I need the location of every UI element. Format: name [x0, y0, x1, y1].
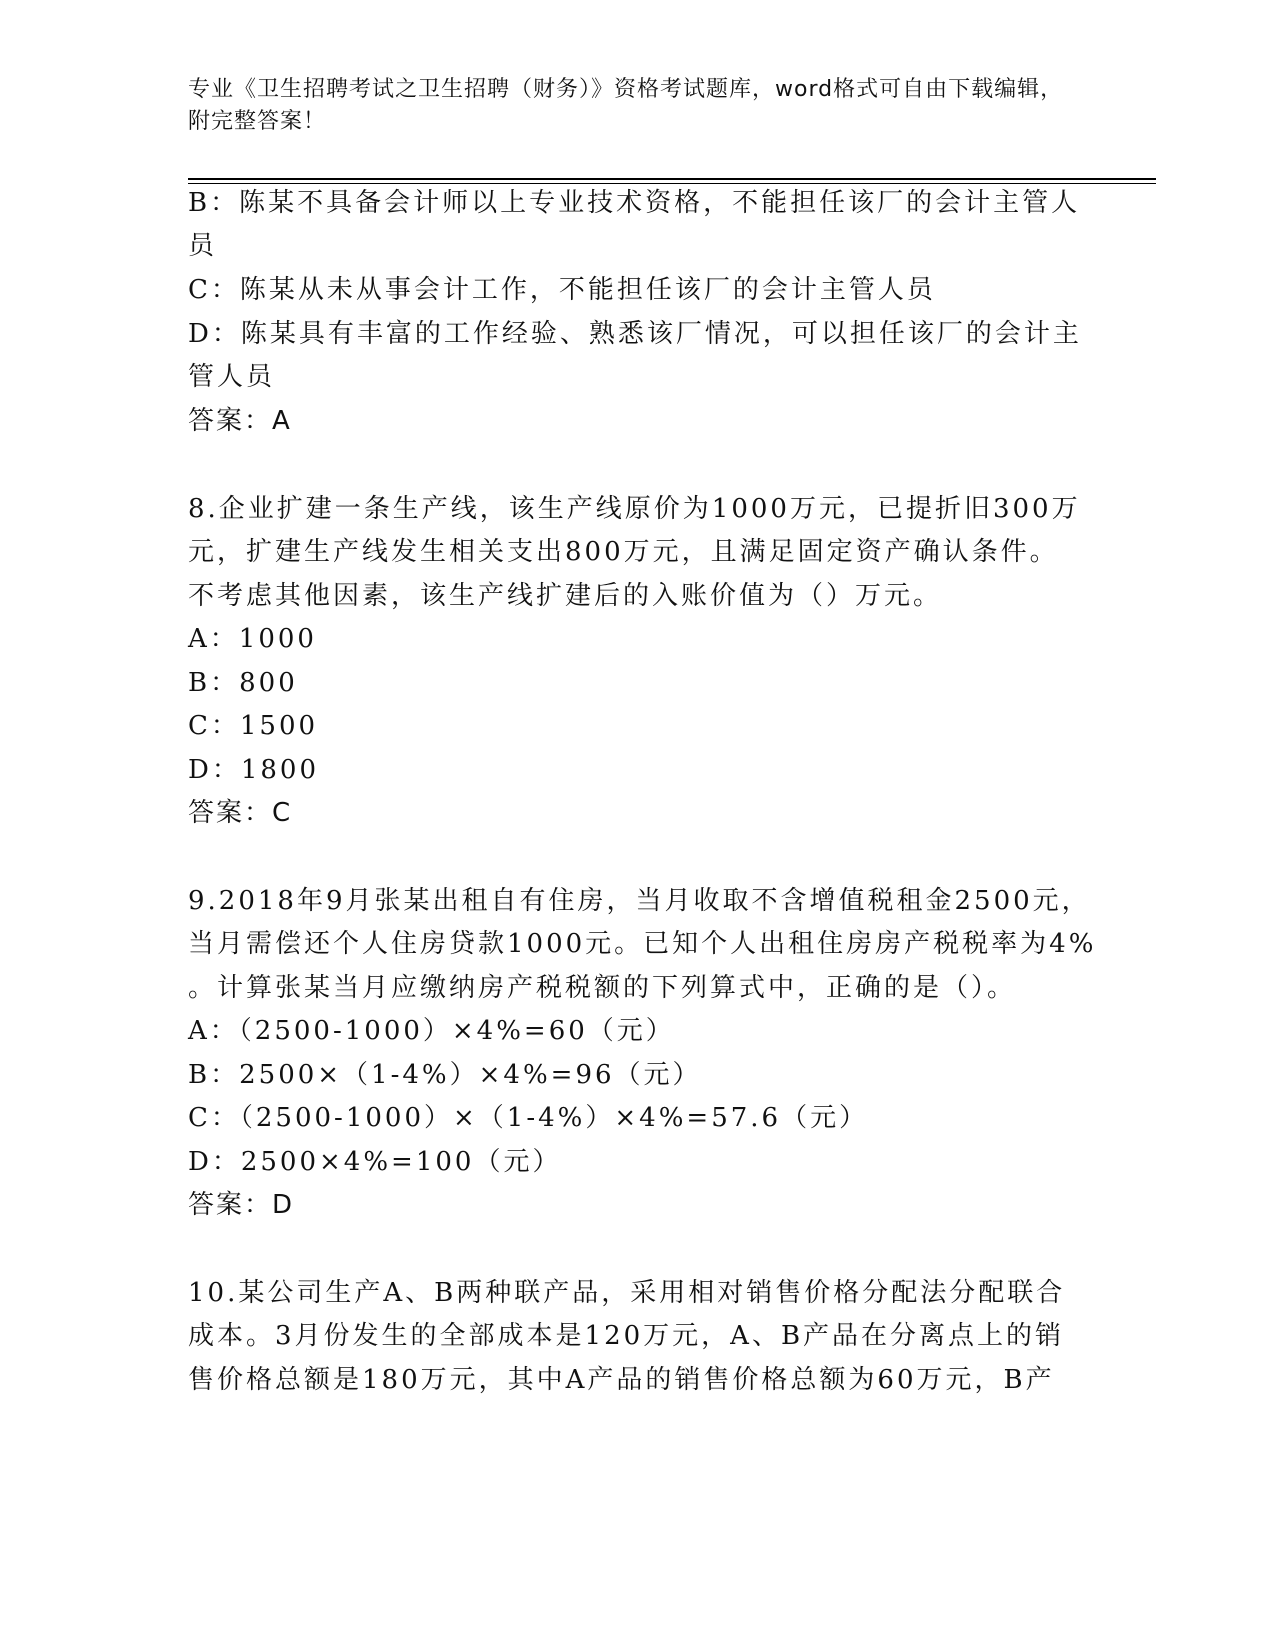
q7-option-b-line1: B：陈某不具备会计师以上专业技术资格，不能担任该厂的会计主管人	[188, 188, 1081, 218]
q8-stem-line3: 不考虑其他因素，该生产线扩建后的入账价值为（）万元。	[188, 581, 943, 611]
document-header: 专业《卫生招聘考试之卫生招聘（财务）》资格考试题库，word格式可自由下载编辑，附完整答案！	[188, 77, 1064, 134]
q8-option-a: A：1000	[188, 624, 317, 654]
q9-option-c: C：（2500-1000）×（1-4%）×4%=57.6（元）	[188, 1103, 869, 1133]
q9-option-b: B：2500×（1-4%）×4%=96（元）	[188, 1060, 702, 1090]
q8-stem-line2: 元，扩建生产线发生相关支出800万元，且满足固定资产确认条件。	[188, 537, 1059, 567]
q7-answer: 答案：A	[188, 406, 292, 436]
q7-option-d-line1: D：陈某具有丰富的工作经验、熟悉该厂情况，可以担任该厂的会计主	[188, 319, 1082, 349]
q10-stem-line1: 10.某公司生产A、B两种联产品，采用相对销售价格分配法分配联合	[188, 1278, 1066, 1308]
q8-option-d: D：1800	[188, 755, 320, 785]
header-rule-thin	[188, 183, 1156, 184]
q8-answer: 答案：C	[188, 798, 293, 828]
q7-option-c: C：陈某从未从事会计工作，不能担任该厂的会计主管人员	[188, 275, 936, 305]
q9-stem-line3: 。计算张某当月应缴纳房产税税额的下列算式中，正确的是（）。	[188, 973, 1017, 1003]
q8-stem-line1: 8.企业扩建一条生产线，该生产线原价为1000万元，已提折旧300万	[188, 494, 1081, 524]
q9-answer: 答案：D	[188, 1190, 295, 1220]
q9-stem-line1: 9.2018年9月张某出租自有住房，当月收取不含增值税租金2500元，	[188, 886, 1091, 916]
header-rule-thick	[188, 178, 1156, 180]
q10-stem-line3: 售价格总额是180万元，其中A产品的销售价格总额为60万元，B产	[188, 1365, 1055, 1395]
q9-option-d: D：2500×4%=100（元）	[188, 1147, 562, 1177]
q8-option-c: C：1500	[188, 711, 319, 741]
q8-option-b: B：800	[188, 668, 298, 698]
q9-option-a: A：（2500-1000）×4%=60（元）	[188, 1016, 675, 1046]
q7-option-b-line2: 员	[188, 231, 218, 261]
q7-option-d-line2: 管人员	[188, 362, 276, 392]
q10-stem-line2: 成本。3月份发生的全部成本是120万元，A、B产品在分离点上的销	[188, 1321, 1065, 1351]
q9-stem-line2: 当月需偿还个人住房贷款1000元。已知个人出租住房房产税税率为4%	[188, 929, 1097, 959]
